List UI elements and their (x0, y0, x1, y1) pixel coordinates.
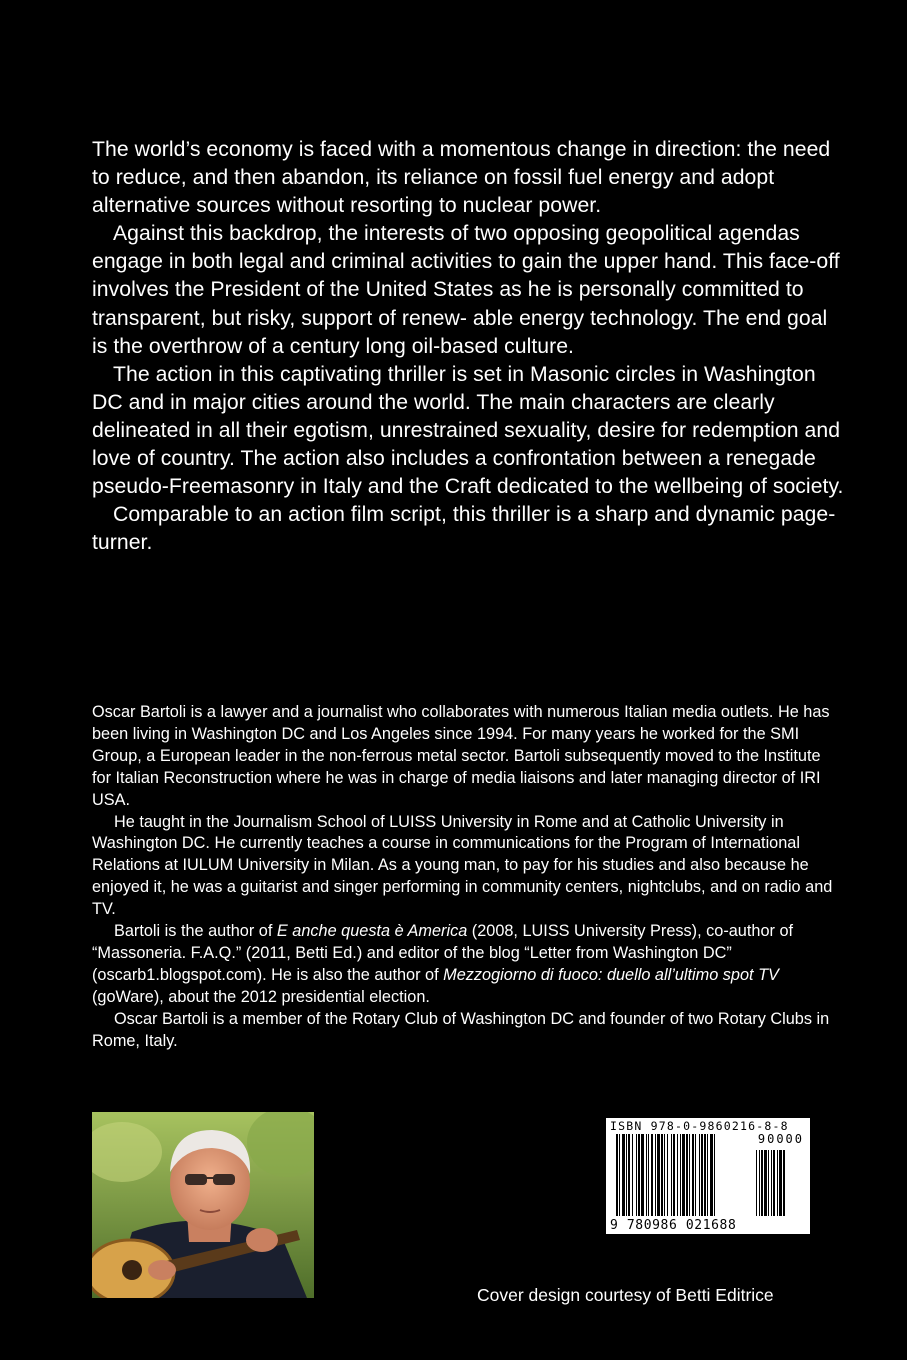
addon-bar (756, 1150, 757, 1216)
barcode-bar (677, 1134, 678, 1216)
barcode-bars (616, 1134, 801, 1216)
bio-paragraph-4: Oscar Bartoli is a member of the Rotary Club of Washington DC and founder of two Rotary Clubs in Rome, Italy. (92, 1009, 830, 1050)
barcode-bar (704, 1134, 706, 1216)
barcode-bar (680, 1134, 681, 1216)
barcode-bar (626, 1134, 627, 1216)
barcode-bar (673, 1134, 675, 1216)
barcode-bar (671, 1134, 672, 1216)
barcode-bar (714, 1134, 715, 1216)
addon-bar (768, 1150, 769, 1216)
barcode-bar (707, 1134, 708, 1216)
barcode-bar (686, 1134, 688, 1216)
barcode-bar (632, 1134, 633, 1216)
back-cover-blurb (92, 136, 844, 557)
barcode-bar (636, 1134, 637, 1216)
author-photo (92, 1112, 314, 1298)
blurb-paragraph-2: Against this backdrop, the interests of two opposing geopolitical agendas engage in both legal and criminal activities to gain the upper hand. This face-off involves the President of the United States as he is personally committed to transparent, but risky, support of renew- able energy technology. The end goal is the overthrow of a century long oil-based culture. (92, 222, 840, 358)
isbn-barcode (606, 1118, 810, 1234)
barcode-bar (646, 1134, 647, 1216)
barcode-bar (622, 1134, 625, 1216)
bio-book-title-1: E anche questa è America (276, 922, 468, 941)
barcode-bar (692, 1134, 694, 1216)
isbn-label: ISBN 978-0-9860216-8-8 (610, 1119, 789, 1133)
barcode-bar (667, 1134, 668, 1216)
barcode-bar (657, 1134, 660, 1216)
barcode-bar (661, 1134, 663, 1216)
price-code: 90000 (757, 1132, 804, 1146)
bio-book-title-2: Mezzogiorno di fuoco: duello all’ultimo spot TV (443, 965, 779, 984)
blurb-paragraph-4: Comparable to an action film script, this thriller is a sharp and dynamic page-turner. (92, 503, 836, 555)
blurb-paragraph-3: The action in this captivating thriller is set in Masonic circles in Washington DC and in major cities around the world. The main characters are clearly delineated in all their egotism, unrestrained sexuality, desire for redemption and love of country. The action also includes a confrontation between a renegade pseudo-Freemasonry in Italy and the Craft dedicated to the wellbeing of society. (92, 362, 844, 499)
bio-paragraph-1: Oscar Bartoli is a lawyer and a journalist who collaborates with numerous Italian media outlets. He has been living in Washington DC and Los Angeles since 1994. For many years he worked for the SMI Group, a European leader in the non-ferrous metal sector. Bartoli subsequently moved to the Institute for Italian Reconstruction where he was in charge of media liaisons and later managing director of IRI USA. (92, 703, 830, 809)
author-bio (92, 702, 844, 1053)
barcode-bar (701, 1134, 703, 1216)
barcode-bar (651, 1134, 653, 1216)
ean-number: 9 780986 021688 (610, 1218, 737, 1233)
barcode-bar (682, 1134, 685, 1216)
bio-p3-text-b: (2008, LUISS University Press), co-author of “Massoneria. F.A.Q.” (2011, Betti Ed.) and editor of the blog “Letter from Washington DC” (oscarb1.blogspot.com). He is also the author of (92, 922, 794, 984)
barcode-bar (628, 1134, 630, 1216)
barcode-bar (655, 1134, 656, 1216)
addon-bar (779, 1150, 782, 1216)
bio-p3-text-c: (goWare), about the 2012 presidential election. (92, 987, 430, 1006)
bio-paragraph-3 (92, 921, 844, 1009)
addon-bar (777, 1150, 778, 1216)
barcode-bar (648, 1134, 649, 1216)
barcode-bar (664, 1134, 665, 1216)
bio-p3-text-a: Bartoli is the author of (114, 922, 277, 941)
barcode-bar (689, 1134, 690, 1216)
blurb-paragraph-1: The world’s economy is faced with a momentous change in direction: the need to reduce, and then abandon, its reliance on fossil fuel energy and adopt alternative sources without resorting to nuclear power. (92, 138, 831, 218)
barcode-bar (638, 1134, 640, 1216)
barcode-bar (699, 1134, 700, 1216)
addon-bar (761, 1150, 763, 1216)
barcode-bar (616, 1134, 618, 1216)
barcode-bar (710, 1134, 713, 1216)
bio-paragraph-2: He taught in the Journalism School of LUISS University in Rome and at Catholic University in Washington DC. He currently teaches a course in communications for the Program of International Relations at IULUM University in Milan. As a young man, to pay for his studies and also because he enjoyed it, he was a guitarist and singer performing in community centers, nightclubs, and on radio and TV. (92, 812, 833, 919)
addon-bar (773, 1150, 775, 1216)
barcode-bar (695, 1134, 696, 1216)
barcode-bar (619, 1134, 620, 1216)
addon-bar (759, 1150, 760, 1216)
addon-bar (771, 1150, 772, 1216)
addon-bar (783, 1150, 785, 1216)
cover-design-credit: Cover design courtesy of Betti Editrice (477, 1285, 774, 1305)
barcode-bar (641, 1134, 644, 1216)
addon-bar (764, 1150, 767, 1216)
